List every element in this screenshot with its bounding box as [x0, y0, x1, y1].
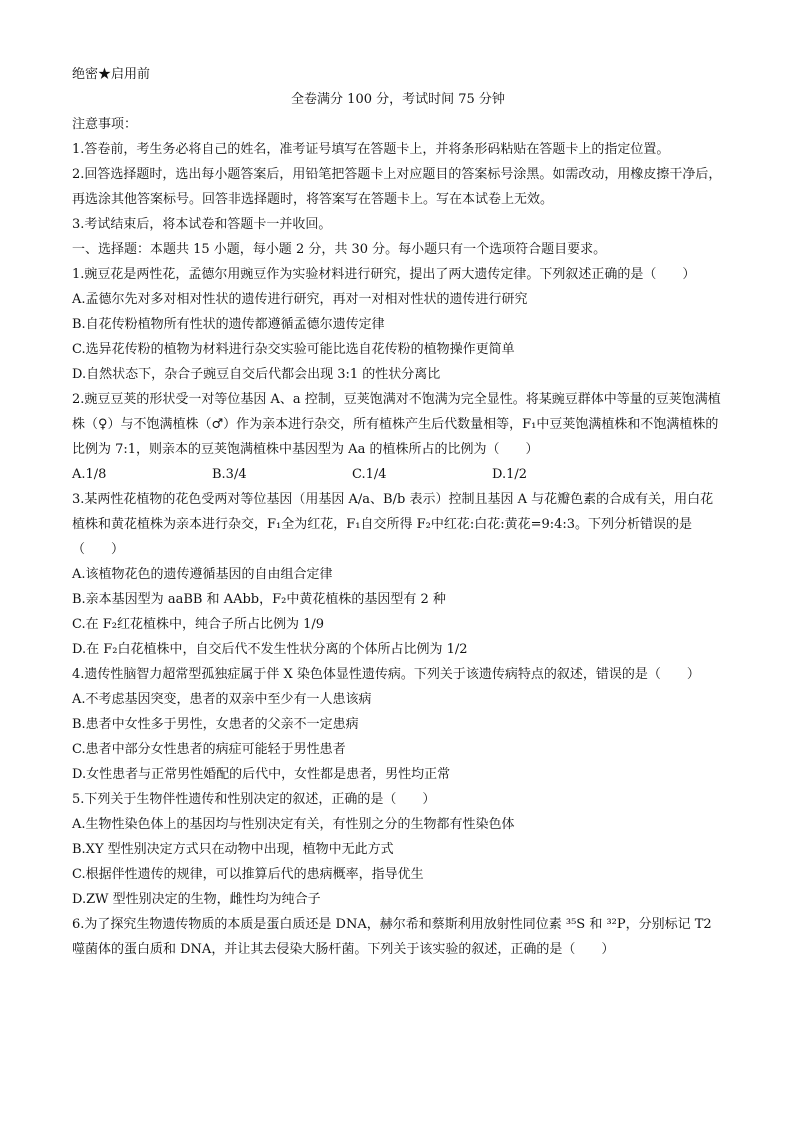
- question-2-option-c: C.1/4: [352, 467, 387, 482]
- question-1-stem: 1.豌豆花是两性花，孟德尔用豌豆作为实验材料进行研究，提出了两大遗传定律。下列叙述正确的是（ ）: [72, 267, 696, 282]
- question-2-stem: 2.豌豆豆荚的形状受一对等位基因 A、a 控制，豆荚饱满对不饱满为完全显性。将某豌豆群体中等量的豆荚饱满植株（♀）与不饱满植株（♂）作为亲本进行杂交，所有植株产生后代数量相等，F₁中豆荚饱满植株和不饱满植株的比例为 7:1，则亲本的豆荚饱满植株中基因型为 Aa 的植株所占的比例为（ ）: [72, 392, 721, 457]
- question-3-option-c: C.在 F₂红花植株中，纯合子所占比例为 1/9: [72, 617, 325, 632]
- notice-item-1: 1.答卷前，考生务必将自己的姓名，准考证号填写在答题卡上，并将条形码粘贴在答题卡上的指定位置。: [72, 142, 670, 157]
- question-5-stem: 5.下列关于生物伴性遗传和性别决定的叙述，正确的是（ ）: [72, 792, 436, 807]
- question-1-option-a: A.孟德尔先对多对相对性状的遗传进行研究，再对一对相对性状的遗传进行研究: [72, 292, 528, 307]
- question-2-option-b: B.3/4: [212, 467, 247, 482]
- question-1-option-d: D.自然状态下，杂合子豌豆自交后代都会出现 3:1 的性状分离比: [72, 367, 441, 382]
- notice-title: 注意事项：: [72, 117, 138, 132]
- question-5-option-a: A.生物性染色体上的基因均与性别决定有关，有性别之分的生物都有性染色体: [72, 817, 515, 832]
- question-5-option-d: D.ZW 型性别决定的生物，雌性均为纯合子: [72, 892, 321, 907]
- section-title: 一、选择题：本题共 15 小题，每小题 2 分，共 30 分。每小题只有一个选项符合题目要求。: [72, 242, 607, 257]
- question-4-option-c: C.患者中部分女性患者的病症可能轻于男性患者: [72, 742, 346, 757]
- question-5-option-c: C.根据伴性遗传的规律，可以推算后代的患病概率，指导优生: [72, 867, 424, 882]
- question-1-option-c: C.选异花传粉的植物为材料进行杂交实验可能比选自花传粉的植物操作更简单: [72, 342, 515, 357]
- secret-label: 绝密★启用前: [72, 67, 151, 82]
- question-3-option-a: A.该植物花色的遗传遵循基因的自由组合定律: [72, 567, 333, 582]
- question-4-option-a: A.不考虑基因突变，患者的双亲中至少有一人患该病: [72, 692, 372, 707]
- question-3-option-d: D.在 F₂白花植株中，自交后代不发生性状分离的个体所占比例为 1/2: [72, 642, 468, 657]
- question-4-option-b: B.患者中女性多于男性，女患者的父亲不一定患病: [72, 717, 359, 732]
- exam-page: [72, 62, 724, 962]
- notice-item-3: 3.考试结束后，将本试卷和答题卡一并收回。: [72, 217, 332, 232]
- question-1-option-b: B.自花传粉植物所有性状的遗传都遵循孟德尔遗传定律: [72, 317, 385, 332]
- question-3-stem: 3.某两性花植物的花色受两对等位基因（用基因 A/a、B/b 表示）控制且基因 A 与花瓣色素的合成有关，用白花植株和黄花植株为亲本进行杂交，F₁全为红花，F₁自交所得 F₂中红花:白花:黄花=9:4:3。下列分析错误的是（ ）: [72, 492, 714, 557]
- question-3-option-b: B.亲本基因型为 aaBB 和 AAbb，F₂中黄花植株的基因型有 2 种: [72, 592, 446, 607]
- question-4-option-d: D.女性患者与正常男性婚配的后代中，女性都是患者，男性均正常: [72, 767, 451, 782]
- exam-info: 全卷满分 100 分，考试时间 75 分钟: [291, 92, 505, 107]
- notice-item-2: 2.回答选择题时，选出每小题答案后，用铅笔把答题卡上对应题目的答案标号涂黑。如需改动，用橡皮擦干净后，再选涂其他答案标号。回答非选择题时，将答案写在答题卡上。写在本试卷上无效。: [72, 167, 722, 207]
- question-2-option-d: D.1/2: [492, 467, 528, 482]
- question-2-option-a: A.1/8: [72, 467, 107, 482]
- question-4-stem: 4.遗传性脑智力超常型孤独症属于伴 X 染色体显性遗传病。下列关于该遗传病特点的叙述，错误的是（ ）: [72, 667, 700, 682]
- question-2-options: [72, 462, 724, 487]
- question-5-option-b: B.XY 型性别决定方式只在动物中出现，植物中无此方式: [72, 842, 394, 857]
- question-6-stem: 6.为了探究生物遗传物质的本质是蛋白质还是 DNA，赫尔希和蔡斯利用放射性同位素 ³⁵S 和 ³²P，分别标记 T2 噬菌体的蛋白质和 DNA，并让其去侵染大肠杆菌。下列关于该实验的叙述，正确的是（ ）: [72, 917, 712, 957]
